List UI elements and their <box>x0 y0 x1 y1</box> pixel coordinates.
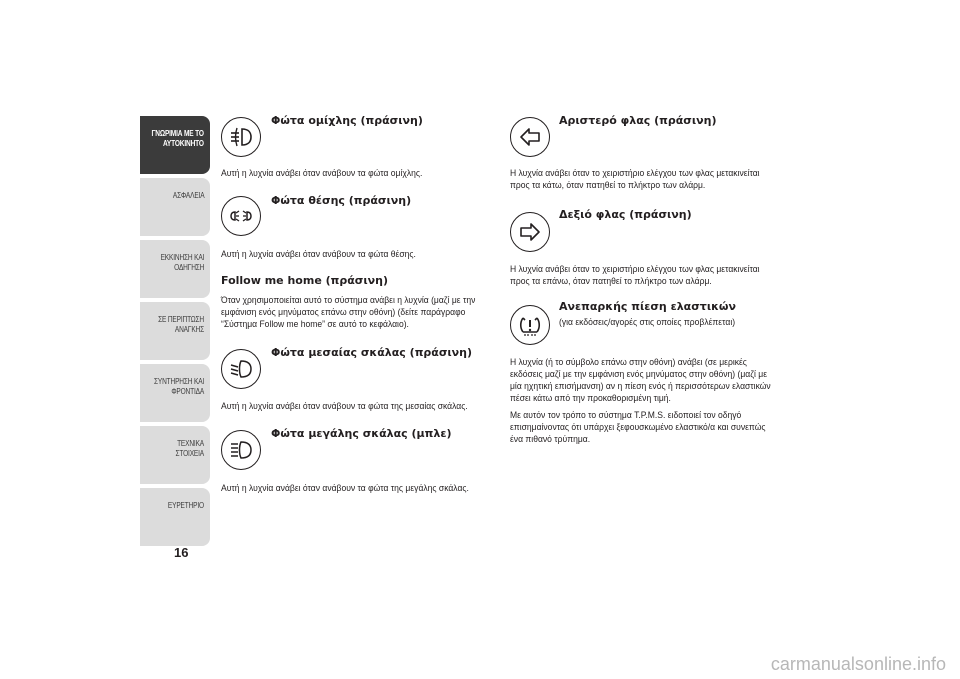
tab-getting-to-know-car[interactable] <box>140 116 210 174</box>
position-lights-heading: Φώτα θέσης (πράσινη) <box>271 194 412 207</box>
tab-starting-driving[interactable] <box>140 240 210 298</box>
tab-safety[interactable] <box>140 178 210 236</box>
tyre-pressure-subheading: (για εκδόσεις/αγορές στις οποίες προβλέπεται) <box>559 317 736 328</box>
position-lights-text: Αυτή η λυχνία ανάβει όταν ανάβουν τα φώτα θέσης. <box>221 249 416 260</box>
left-arrow-icon <box>510 117 550 157</box>
watermark: carmanualsonline.info <box>770 654 946 674</box>
page-number: 16 <box>174 545 189 560</box>
position-lights-icon <box>221 196 261 236</box>
tab-maintenance[interactable] <box>140 364 210 422</box>
tyre-pressure-icon <box>510 305 550 345</box>
tab-emergency[interactable] <box>140 302 210 360</box>
tyre-pressure-heading: Ανεπαρκής πίεση ελαστικών <box>559 300 736 313</box>
right-indicator-text: Η λυχνία ανάβει όταν το χειριστήριο ελέγχου των φλας μετακινείται προς τα επάνω, όταν πατηθεί το πλήκτρο των αλάρμ. <box>510 264 760 287</box>
tab-technical-data[interactable] <box>140 426 210 484</box>
fog-lights-text: Αυτή η λυχνία ανάβει όταν ανάβουν τα φώτα ομίχλης. <box>221 168 423 179</box>
tyre-pressure-text-2: Με αυτόν τον τρόπο το σύστημα T.P.M.S. ειδοποιεί τον οδηγό επισημαίνοντας ότι υπάρχει ξεφουσκωμένο ελαστικό/α και συνεπώς ένα πιθανό τρύπημα. <box>510 410 766 445</box>
tab-label: ΣΕ ΠΕΡΙΠΤΩΣΗ ΑΝΑΓΚΗΣ <box>158 315 204 334</box>
follow-me-home-heading: Follow me home (πράσινη) <box>221 274 388 287</box>
left-indicator-heading: Αριστερό φλας (πράσινη) <box>559 114 717 127</box>
tab-index[interactable] <box>140 488 210 546</box>
high-beam-text: Αυτή η λυχνία ανάβει όταν ανάβουν τα φώτα της μεγάλης σκάλας. <box>221 483 469 494</box>
front-fog-light-icon <box>221 117 261 157</box>
right-arrow-icon <box>510 212 550 252</box>
tyre-pressure-text-1: Η λυχνία (ή το σύμβολο επάνω στην οθόνη) ανάβει (σε μερικές εκδόσεις μαζί με την εμφάνιση ενός μηνύματος στην οθόνη) (μαζί με μία ηχητική επισήμανση) αν η πίεση ενός ή περισσότερων ελαστικών πέσει κάτω από την προκαθορισμένη τιμή. <box>510 357 771 404</box>
fog-lights-heading: Φώτα ομίχλης (πράσινη) <box>271 114 423 127</box>
low-beam-heading: Φώτα μεσαίας σκάλας (πράσινη) <box>271 346 473 359</box>
low-beam-text: Αυτή η λυχνία ανάβει όταν ανάβουν τα φώτα της μεσαίας σκάλας. <box>221 401 468 412</box>
tab-label: ΓΝΩΡΙΜΙΑ ΜΕ ΤΟ ΑΥΤΟΚΙΝΗΤΟ <box>151 129 204 148</box>
right-indicator-heading: Δεξιό φλας (πράσινη) <box>559 208 692 221</box>
follow-me-home-text: Όταν χρησιμοποιείται αυτό το σύστημα ανάβει η λυχνία (μαζί με την εμφάνιση ενός μηνύματος επάνω στην οθόνη) (δείτε παράγραφο “Σύστημα Follow me home” σε αυτό το κεφάλαιο). <box>221 295 476 330</box>
high-beam-heading: Φώτα μεγάλης σκάλας (μπλε) <box>271 427 452 440</box>
tab-label: ΣΥΝΤΗΡΗΣΗ ΚΑΙ ΦΡΟΝΤΙΔΑ <box>153 377 204 396</box>
tab-label: ΕΥΡΕΤΗΡΙΟ <box>167 501 204 510</box>
high-beam-icon <box>221 430 261 470</box>
left-indicator-text: Η λυχνία ανάβει όταν το χειριστήριο ελέγχου των φλας μετακινείται προς τα κάτω, όταν πατηθεί το πλήκτρο των αλάρμ. <box>510 168 760 191</box>
low-beam-icon <box>221 349 261 389</box>
tab-label: ΤΕΧΝΙΚΑ ΣΤΟΙΧΕΙΑ <box>175 439 204 458</box>
tab-label: ΑΣΦΑΛΕΙΑ <box>172 191 204 200</box>
tab-label: ΕΚΚΙΝΗΣΗ ΚΑΙ ΟΔΗΓΗΣΗ <box>160 253 204 272</box>
